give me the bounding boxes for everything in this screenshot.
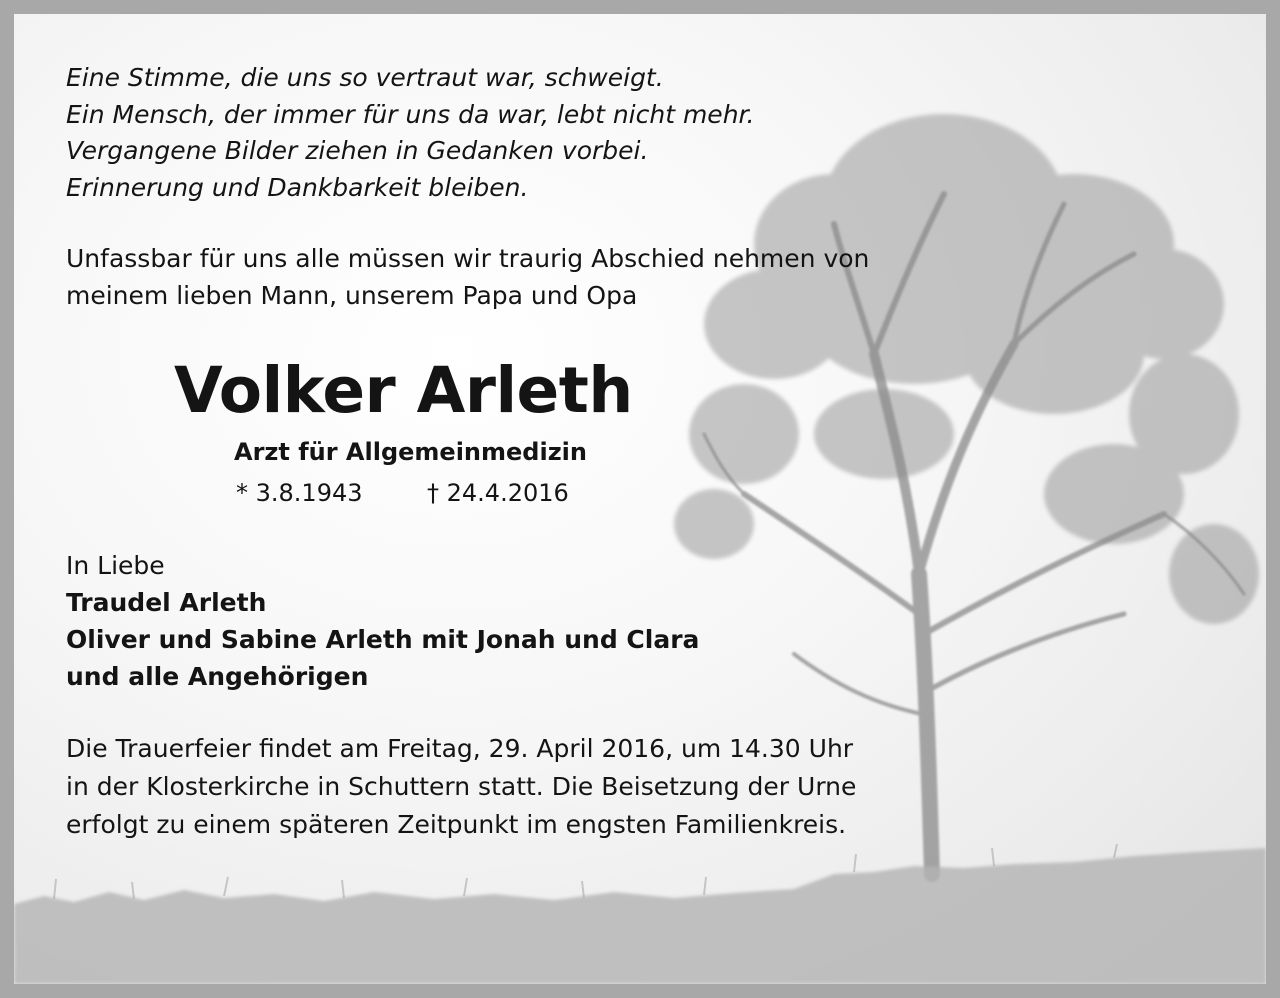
service-info [66,730,856,844]
service-line: in der Klosterkirche in Schuttern statt. Die Beisetzung der Urne [66,772,857,801]
intro-line: Unfassbar für uns alle müssen wir traurig Abschied nehmen von [66,244,870,273]
service-line: erfolgt zu einem späteren Zeitpunkt im engsten Familienkreis. [66,810,847,839]
grass-silhouette-image [14,844,1266,984]
birth-date: * 3.8.1943 [236,479,363,507]
poem-line: Ein Mensch, der immer für uns da war, lebt nicht mehr. [66,99,755,129]
service-line: Die Trauerfeier findet am Freitag, 29. April 2016, um 14.30 Uhr [66,734,854,763]
profession: Arzt für Allgemeinmedizin [234,438,587,466]
deceased-name: Volker Arleth [174,354,633,427]
poem-line: Eine Stimme, die uns so vertraut war, schweigt. [66,63,664,92]
family-line: Oliver und Sabine Arleth mit Jonah und Clara [66,625,700,654]
death-date: † 24.4.2016 [427,479,569,507]
in-love-label: In Liebe [66,551,165,580]
poem-line: Vergangene Bilder ziehen in Gedanken vorbei. [66,136,649,165]
poem [66,60,754,206]
obituary-card [14,14,1266,984]
intro-line: meinem lieben Mann, unserem Papa und Opa [66,280,638,310]
family-list [66,584,699,695]
intro-text [66,241,869,314]
family-line: und alle Angehörigen [66,662,369,691]
family-line: Traudel Arleth [66,588,267,617]
poem-line: Erinnerung und Dankbarkeit bleiben. [66,172,529,202]
